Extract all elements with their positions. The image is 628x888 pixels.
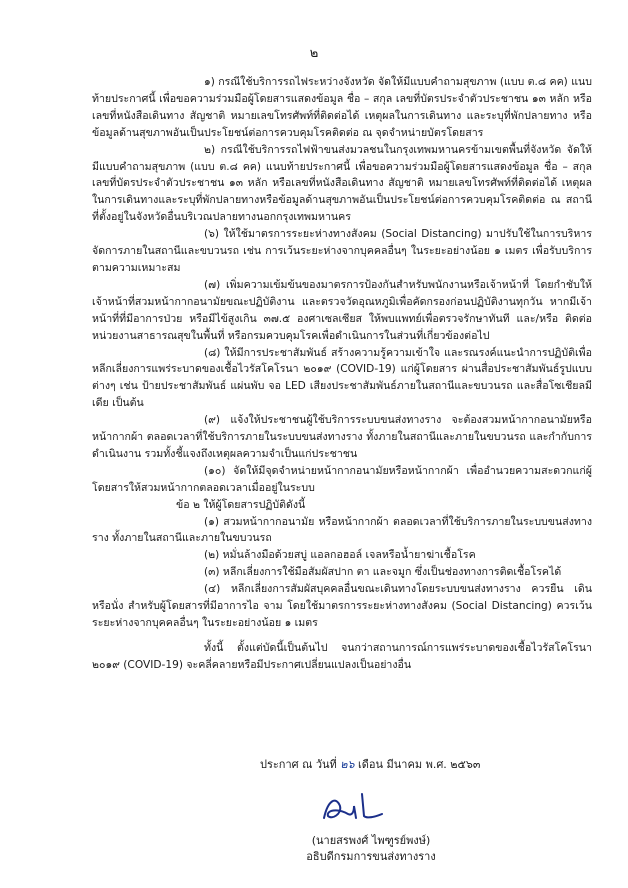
closing-paragraph: ทั้งนี้ ตั้งแต่บัดนี้เป็นต้นไป จนกว่าสถานการณ์การแพร่ระบาดของเชื้อไวรัสโคโรนา ๒๐๑๙ (COVID-19) จะคลี่คลายหรือมีประกาศเปลี่ยนแปลงเป็นอย่างอื่น (92, 641, 592, 671)
paragraph-11: (๓) หลีกเลี่ยงการใช้มือสัมผัสปาก ตา และจมูก ซึ่งเป็นช่องทางการติดเชื้อโรคได้ (204, 566, 562, 579)
paragraph-10: (๒) หมั่นล้างมือด้วยสบู่ แอลกอฮอล์ เจลหรือน้ำยาฆ่าเชื้อโรค (204, 549, 476, 562)
paragraph-3: (๖) ให้ใช้มาตรการระยะห่างทางสังคม (Social Distancing) มาปรับใช้ในการบริหารจัดการภายในสถานีและขบวนรถ เช่น การเว้นระยะห่างจากบุคคลอื่นๆ ในระยะอย่างน้อย ๑ เมตร เพื่อรับบริการตามความเหมาะสม (92, 228, 592, 274)
signature-image (318, 788, 388, 828)
paragraph-2: ๒) กรณีใช้บริการรถไฟฟ้าขนส่งมวลชนในกรุงเทพมหานครข้ามเขตพื้นที่จังหวัด จัดให้มีแบบคำถามสุขภาพ (แบบ ต.๘ คค) แนบท้ายประกาศนี้ เพื่อขอความร่วมมือผู้โดยสารแสดงข้อมูล ชื่อ – สกุล เลขที่บัตรประจำตัวประชาชน ๑๓ หลัก หรือเลขที่หนังสือเดินทาง สัญชาติ หมายเลขโทรศัพท์ที่ติดต่อได้ เหตุผลในการเดินทางและระบุที่พักปลายทางหรือข้อมูลด้านสุขภาพอันเป็นประโยชน์ต่อการควบคุมโรคติดต่อ ณ สถานีที่ตั้งอยู่ในจังหวัดอื่นบริเวณปลายทางนอกกรุงเทพมหานคร (92, 143, 592, 224)
announcement-month: เดือน มีนาคม พ.ศ. ๒๕๖๓ (358, 758, 481, 771)
paragraph-1: ๑) กรณีใช้บริการรถไฟระหว่างจังหวัด จัดให้มีแบบคำถามสุขภาพ (แบบ ต.๘ คค) แนบท้ายประกาศนี้ เพื่อขอความร่วมมือผู้โดยสารแสดงข้อมูล ชื่อ – สกุล เลขที่บัตรประจำตัวประชาชน ๑๓ หลัก หรือเลขที่หนังสือเดินทาง สัญชาติ หมายเลขโทรศัพท์ที่ติดต่อได้ เหตุผลในการเดินทาง และระบุที่พักปลายทาง หรือข้อมูลด้านสุขภาพอันเป็นประโยชน์ต่อการควบคุมโรคติดต่อ ณ จุดจำหน่ายบัตรโดยสาร (92, 76, 592, 139)
paragraph-5: (๘) ให้มีการประชาสัมพันธ์ สร้างความรู้ความเข้าใจ และรณรงค์แนะนำการปฏิบัติเพื่อหลีกเลี่ยงการแพร่ระบาดของเชื้อไวรัสโคโรนา ๒๐๑๙ (COVID-19) แก่ผู้โดยสาร ผ่านสื่อประชาสัมพันธ์รูปแบบต่างๆ เช่น ป้ายประชาสัมพันธ์ แผ่นพับ จอ LED เสียงประชาสัมพันธ์ภายในสถานีและขบวนรถ และสื่อโซเชียลมีเดีย เป็นต้น (92, 346, 592, 410)
paragraph-6: (๙) แจ้งให้ประชาชนผู้ใช้บริการระบบขนส่งทางราง จะต้องสวมหน้ากากอนามัยหรือหน้ากากผ้า ตลอดเวลาที่ใช้บริการภายในระบบขนส่งทางราง ทั้งภายในสถานีและภายในขบวนรถ และกำกับการดำเนินงาน รวมทั้งชี้แจงถึงเหตุผลความจำเป็นแก่ประชาชน (92, 414, 592, 460)
paragraph-4: (๗) เพิ่มความเข้มข้นของมาตรการป้องกันสำหรับพนักงานหรือเจ้าหน้าที่ โดยกำชับให้เจ้าหน้าที่สวมหน้ากากอนามัยขณะปฏิบัติงาน และตรวจวัดอุณหภูมิเพื่อคัดกรองก่อนปฏิบัติงานทุกวัน หากมีเจ้าหน้าที่ที่มีอาการป่วย หรือมีไข้สูงเกิน ๓๗.๕ องศาเซลเซียส ให้พบแพทย์เพื่อตรวจรักษาทันที และ/หรือ ติดต่อหน่วยงานสาธารณสุขในพื้นที่ หรือกรมควบคุมโรคเพื่อดำเนินการในส่วนที่เกี่ยวข้องต่อไป (92, 278, 592, 342)
announcement-date (260, 755, 480, 773)
signer-block (276, 833, 466, 865)
clause-2-heading: ข้อ ๒ ให้ผู้โดยสารปฏิบัติดังนี้ (176, 498, 306, 511)
paragraph-7: (๑๐) จัดให้มีจุดจำหน่ายหน้ากากอนามัยหรือหน้ากากผ้า เพื่ออำนวยความสะดวกแก่ผู้โดยสารให้สวมหน้ากากตลอดเวลาเมื่ออยู่ในระบบ (92, 464, 592, 494)
paragraph-9: (๑) สวมหน้ากากอนามัย หรือหน้ากากผ้า ตลอดเวลาที่ใช้บริการภายในระบบขนส่งทางราง ทั้งภายในสถานีและภายในขบวนรถ (92, 515, 592, 545)
document-body (92, 74, 592, 674)
paragraph-12: (๔) หลีกเลี่ยงการสัมผัสบุคคลอื่นขณะเดินทางโดยระบบขนส่งทางราง ควรยืน เดิน หรือนั่ง สำหรับผู้โดยสารที่มีอาการไอ จาม โดยใช้มาตรการระยะห่างทางสังคม (Social Distancing) ควรเว้นระยะห่างจากบุคคลอื่นๆ ในระยะอย่างน้อย ๑ เมตร (92, 583, 592, 629)
announcement-prefix: ประกาศ ณ วันที่ (260, 758, 337, 771)
announcement-day: ๒๖ (340, 758, 355, 771)
signer-title: อธิบดีกรมการขนส่งทางราง (306, 850, 436, 863)
page-number: ๒ (309, 46, 319, 61)
signer-name: (นายสรพงศ์ ไพฑูรย์พงษ์) (311, 834, 431, 847)
